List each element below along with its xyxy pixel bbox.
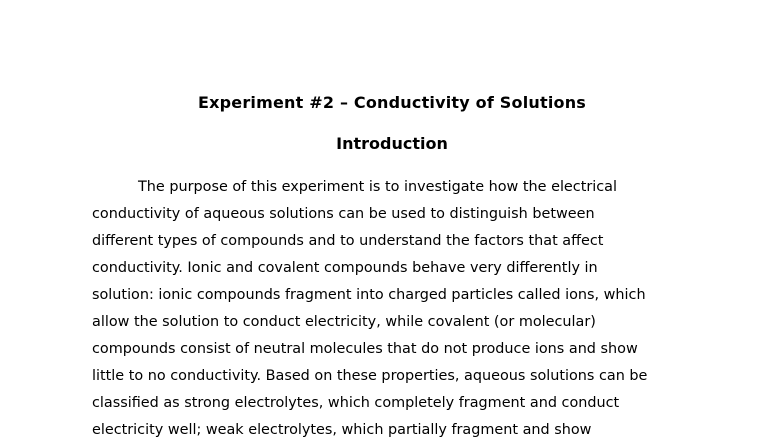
paragraph-line: conductivity of aqueous solutions can be used to distinguish between	[92, 206, 595, 222]
paragraph-line: compounds consist of neutral molecules that do not produce ions and show	[92, 341, 638, 357]
paragraph-line: The purpose of this experiment is to investigate how the electrical	[138, 179, 617, 195]
paragraph-line: classified as strong electrolytes, which completely fragment and conduct	[92, 395, 620, 411]
paragraph-line: electricity well; weak electrolytes, which partially fragment and show	[92, 422, 592, 438]
paragraph-line: allow the solution to conduct electricity, while covalent (or molecular)	[92, 314, 596, 330]
introduction-paragraph	[92, 174, 702, 441]
paragraph-line: different types of compounds and to understand the factors that affect	[92, 233, 604, 249]
paragraph-line: little to no conductivity. Based on these properties, aqueous solutions can be	[92, 368, 648, 384]
paragraph-line: solution: ionic compounds fragment into charged particles called ions, which	[92, 287, 646, 303]
document-title: Experiment #2 – Conductivity of Solutions	[197, 93, 587, 112]
section-heading: Introduction	[336, 134, 448, 153]
paragraph-line: conductivity. Ionic and covalent compounds behave very differently in	[92, 260, 598, 276]
